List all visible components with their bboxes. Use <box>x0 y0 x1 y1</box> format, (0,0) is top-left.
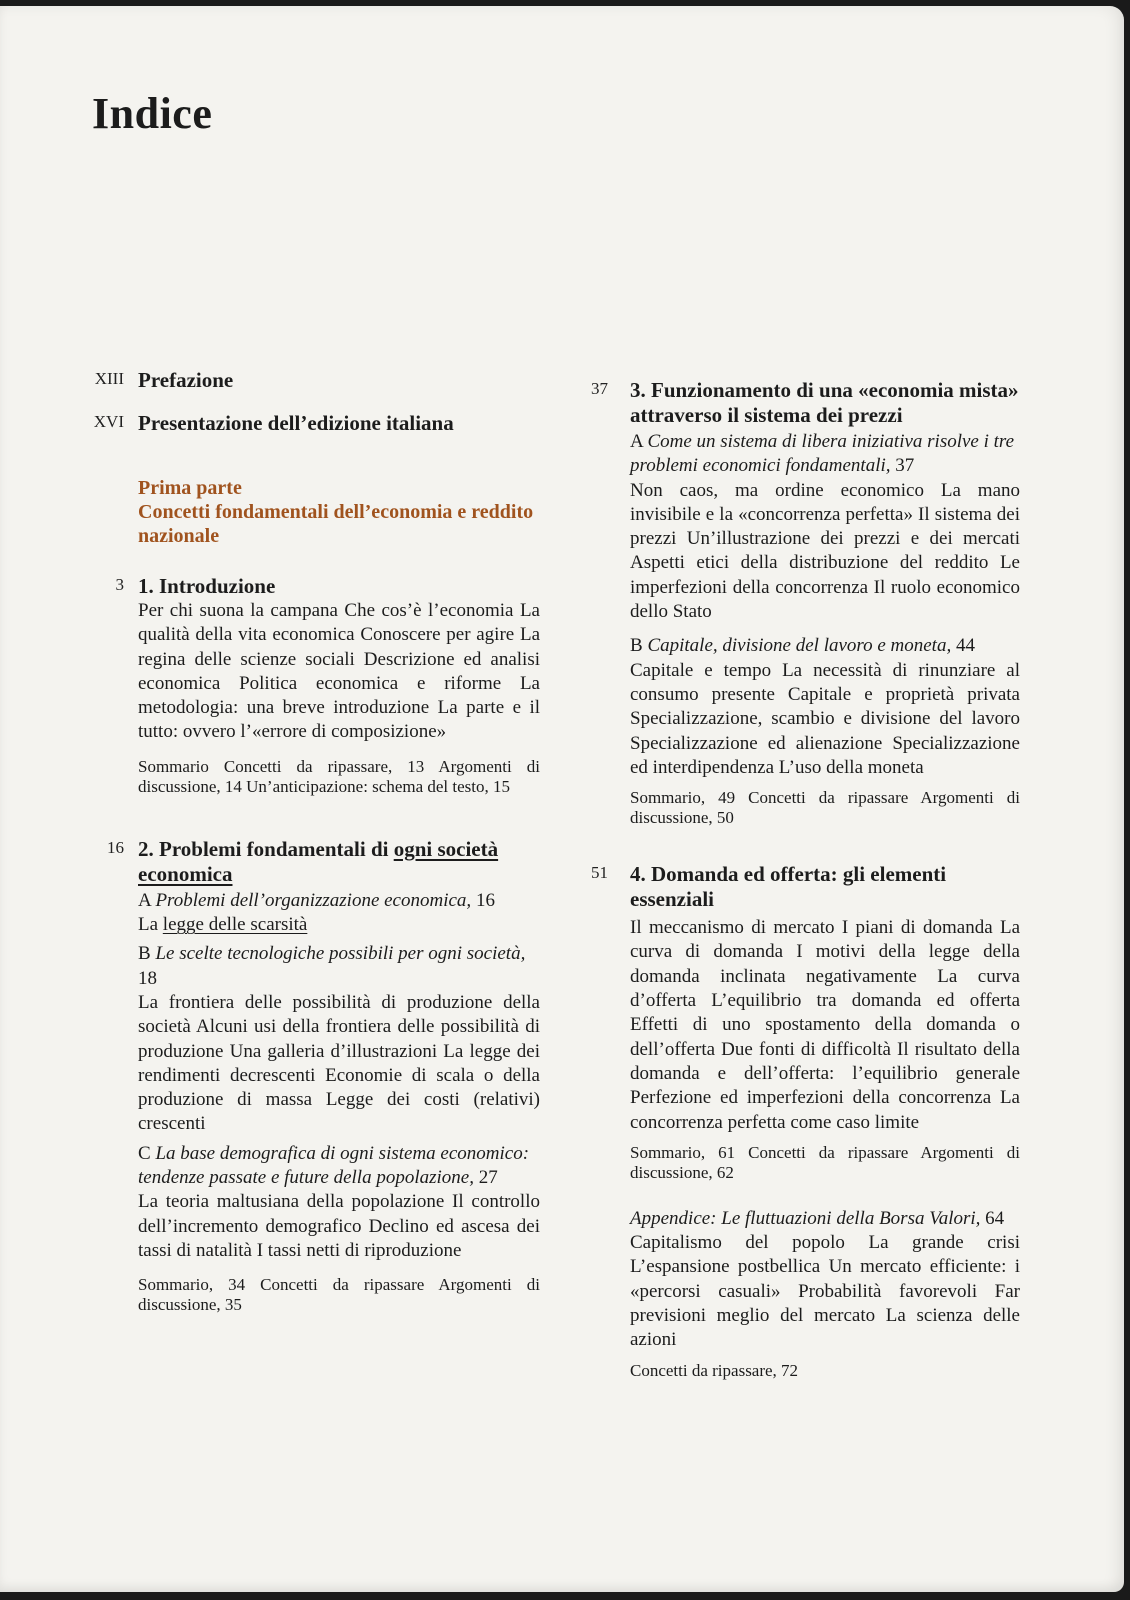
page-number: 3 <box>115 575 124 594</box>
section-a-topics: Non caos, ma ordine economico La mano invisibile e la «concorrenza perfetta» Il sistema dei prezzi Un’illustrazione dei prezzi e dei mercati Aspetti etici della distribuzione del reddito Le imperfezioni della concorrenza Il ruolo economico dello Stato <box>630 479 1020 623</box>
section-page: 16 <box>475 889 495 911</box>
section-letter: A <box>138 889 151 911</box>
toc-entry-chapter-2[interactable] <box>80 837 540 1315</box>
toc-entry-chapter-3[interactable] <box>570 378 1020 828</box>
section-title: Le scelte tecnologiche possibili per ogni società, <box>155 943 526 965</box>
toc-entry-chapter-4[interactable] <box>570 862 1020 1380</box>
section-letter: C <box>138 1142 151 1164</box>
entry-title: Presentazione dell’edizione italiana <box>138 411 454 435</box>
section-letter: B <box>630 635 643 657</box>
section-b-heading <box>138 942 540 991</box>
chapter-title: 4. Domanda ed offerta: gli elementi essenziali <box>630 862 947 912</box>
section-letter: A <box>630 431 643 452</box>
toc-right-column <box>570 378 1020 1381</box>
section-b-topics: Capitale e tempo La necessità di rinunziare al consumo presente Capitale e proprietà privata Specializzazione, scambio e divisione del lavoro Specializzazione ed alienazione Specializzazione ed interdipendenza L’uso della moneta <box>630 659 1020 778</box>
page-number: 16 <box>107 837 124 857</box>
chapter-title-part: 2. Problemi fondamentali di <box>138 836 394 861</box>
chapter-topics: Il meccanismo di mercato I piani di domanda La curva di domanda I motivi della legge della domanda inclinata negativamente La curva d’offerta L’equilibrio tra domanda ed offerta Effetti di uno spostamento della domanda o dell’offerta Due fonti di difficoltà Il risultato della domanda e dell’offerta: l’equilibrio generale Perfezione ed imperfezioni della concorrenza La concorrenza perfetta come caso limite <box>630 917 1020 1133</box>
section-c-heading <box>138 1142 540 1191</box>
chapter-summary: Sommario, 49 Concetti da ripassare Argomenti di discussione, 50 <box>630 788 1020 828</box>
page-title: Indice <box>92 89 213 138</box>
section-page: 44 <box>955 635 975 657</box>
chapter-summary: Sommario, 61 Concetti da ripassare Argomenti di discussione, 62 <box>630 1142 1020 1182</box>
section-page: 27 <box>478 1167 498 1189</box>
page-number: XVI <box>93 412 124 431</box>
toc-left-column <box>80 368 540 1315</box>
section-title: La base demografica di ogni sistema economico: tendenze passate e future della popolazione, <box>138 1142 530 1189</box>
page-number: 37 <box>591 379 608 398</box>
appendix-summary: Concetti da ripassare, 72 <box>630 1360 799 1380</box>
appendix-page: 64 <box>985 1207 1005 1229</box>
appendix-title: Appendice: Le fluttuazioni della Borsa Valori, <box>630 1207 981 1229</box>
page-number: XIII <box>94 369 124 388</box>
chapter-title <box>138 837 540 887</box>
chapter-topics: Per chi suona la campana Che cos’è l’economia La qualità della vita economica Conoscere per agire La regina delle scienze sociali Descrizione ed analisi economica Politica economica e riforme La metodologia: una breve introduzione La parte e il tutto: ovvero l’«errore di composizione» <box>138 600 540 743</box>
chapter-summary: Sommario Concetti da ripassare, 13 Argomenti di discussione, 14 Un’anticipazione: schema del testo, 15 <box>138 756 540 796</box>
section-b-topics: La frontiera delle possibilità di produzione della società Alcuni usi della frontiera delle possibilità di produzione Una galleria d’illustrazioni La legge dei rendimenti decrescenti Economie di scala o della produzione di massa Legge dei costi (relativi) crescenti <box>138 991 540 1135</box>
section-b-heading <box>630 634 1020 658</box>
toc-entry-prefazione[interactable] <box>80 368 540 393</box>
section-text-underlined: legge delle scarsità <box>162 914 308 936</box>
chapter-title-underlined: ogni società economica <box>138 836 499 886</box>
section-a-heading <box>138 889 540 913</box>
chapter-title: 1. Introduzione <box>138 574 276 598</box>
part-label: Prima parte <box>138 477 242 499</box>
section-title: Come un sistema di libera iniziativa risolve i tre problemi economici fondamentali, <box>630 431 1015 477</box>
part-title: Concetti fondamentali dell’economia e reddito nazionale <box>138 501 534 547</box>
entry-title: Prefazione <box>138 368 234 392</box>
page-number: 51 <box>591 863 608 883</box>
book-page <box>0 6 1124 1592</box>
section-letter: B <box>138 943 151 965</box>
section-title: Capitale, divisione del lavoro e moneta, <box>647 635 952 657</box>
section-text: La <box>138 914 163 936</box>
appendix-topics: Capitalismo del popolo La grande crisi L’espansione postbellica Un mercato efficiente: i «percorsi casuali» Probabilità favorevoli Far previsioni meglio del mercato La scienza delle azioni <box>630 1232 1020 1351</box>
chapter-title: 3. Funzionamento di una «economia mista» attraverso il sistema dei prezzi <box>630 378 1019 427</box>
section-title: Problemi dell’organizzazione economica, <box>155 889 472 911</box>
toc-entry-chapter-1[interactable] <box>80 574 540 797</box>
appendix-heading <box>630 1207 1020 1231</box>
section-c-topics: La teoria maltusiana della popolazione Il controllo dell’incremento demografico Declino ed ascesa dei tassi di natalità I tassi netti di riproduzione <box>138 1191 540 1261</box>
part-heading <box>138 476 540 548</box>
section-page: 18 <box>138 967 157 989</box>
section-a-topics <box>138 913 540 937</box>
section-page: 37 <box>895 455 915 477</box>
chapter-summary: Sommario, 34 Concetti da ripassare Argomenti di discussione, 35 <box>138 1275 540 1315</box>
toc-entry-presentazione[interactable] <box>80 411 540 436</box>
section-a-heading <box>630 430 1020 479</box>
